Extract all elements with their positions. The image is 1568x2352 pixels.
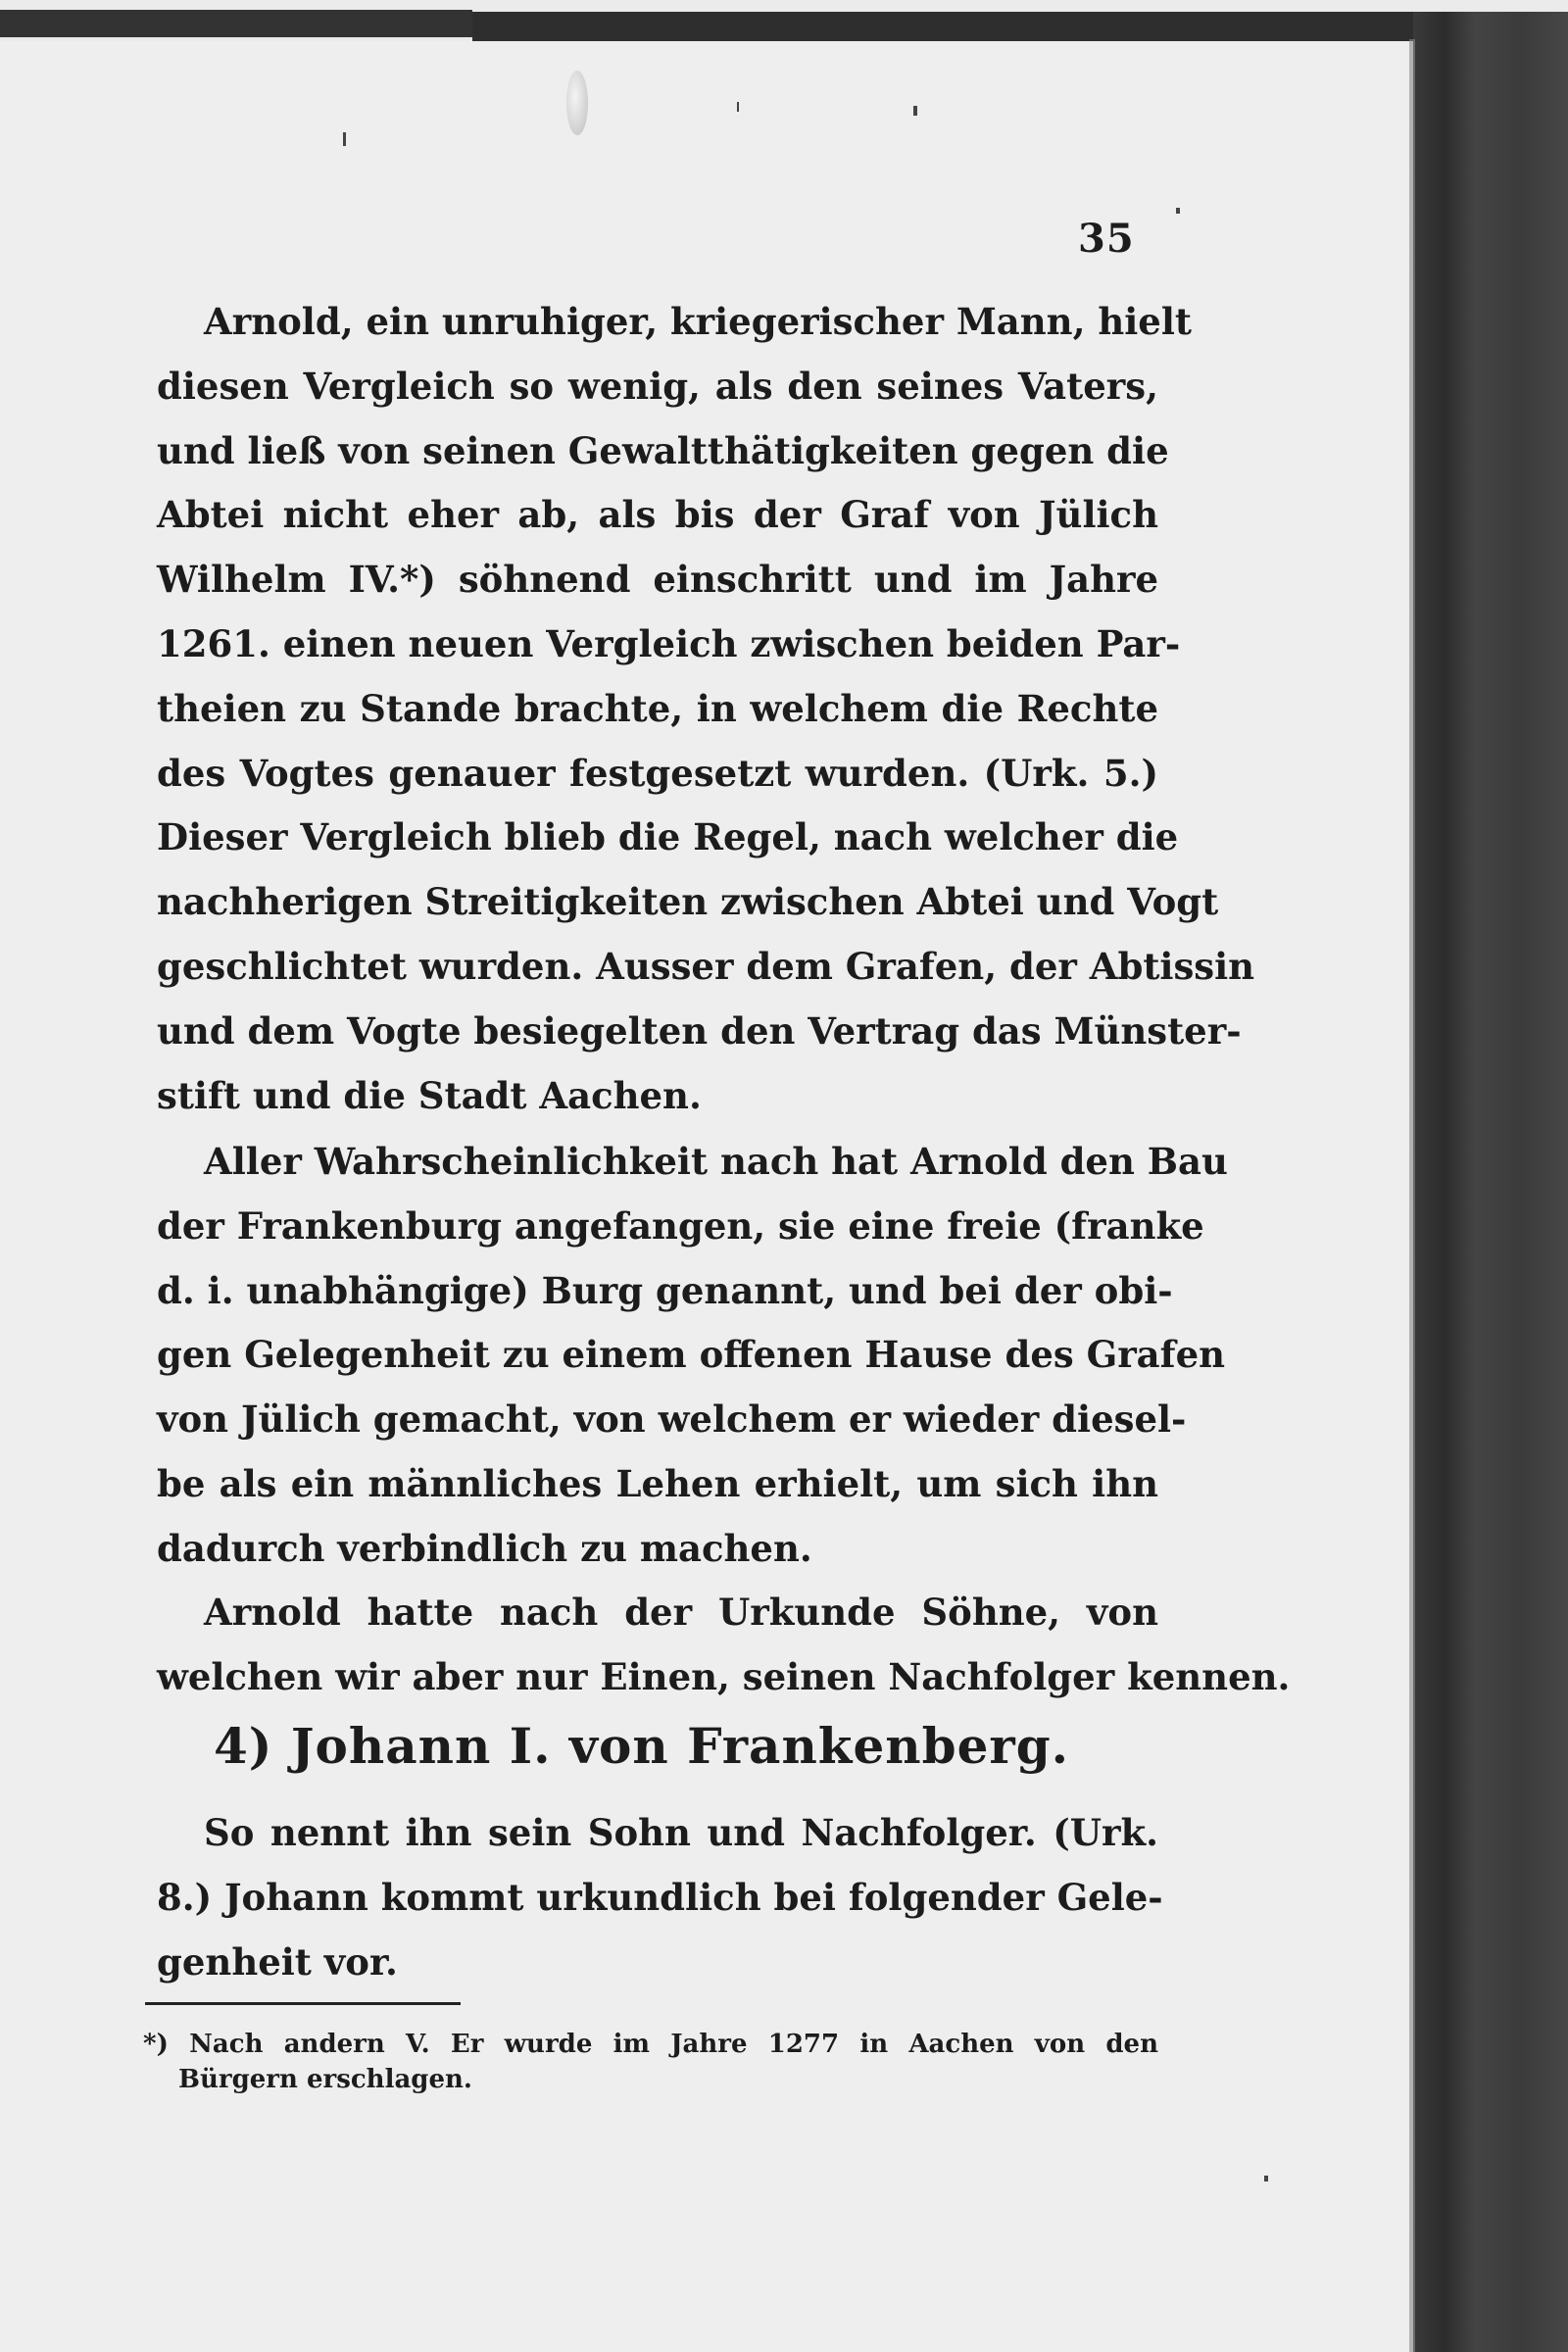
text-line: der Frankenburg angefangen, sie eine freie (franke xyxy=(157,1203,1204,1248)
scan-speck xyxy=(1264,2176,1268,2181)
text-line: Arnold, ein unruhiger, kriegerischer Mann, hielt xyxy=(204,300,1192,343)
scan-speck xyxy=(343,132,346,146)
text-line: von Jülich gemacht, von welchem er wieder diesel- xyxy=(157,1397,1187,1442)
text-line: des Vogtes genauer festgesetzt wurden. (Urk. 5.) xyxy=(157,751,1158,795)
section-heading: 4) Johann I. von Frankenberg. xyxy=(214,1717,1070,1775)
page-hole-mark xyxy=(566,71,588,135)
text-line: welchen wir aber nur Einen, seinen Nachfolger kennen. xyxy=(157,1654,1291,1698)
text-line: und ließ von seinen Gewaltthätigkeiten gegen die xyxy=(157,428,1169,472)
text-line: theien zu Stande brachte, in welchem die Rechte xyxy=(157,686,1158,730)
scan-border-top-left xyxy=(0,10,472,37)
text-line: gen Gelegenheit zu einem offenen Hause des Grafen xyxy=(157,1333,1226,1377)
paragraph-1 xyxy=(157,290,1255,1128)
scan-border-top xyxy=(472,12,1568,41)
footnote-divider xyxy=(145,2002,461,2005)
scan-speck xyxy=(913,106,917,116)
text-line: diesen Vergleich so wenig, als den seines Vaters, xyxy=(157,364,1158,408)
text-line: stift und die Stadt Aachen. xyxy=(157,1073,702,1117)
page-edge xyxy=(1409,39,1415,2352)
scan-speck xyxy=(1176,208,1180,214)
text-line: Arnold hatte nach der Urkunde Söhne, von xyxy=(204,1591,1158,1634)
page-number: 35 xyxy=(1078,216,1135,262)
text-line: 8.) Johann kommt urkundlich bei folgender Gele- xyxy=(157,1875,1163,1919)
paragraph-3 xyxy=(157,1581,1291,1710)
text-line: Dieser Vergleich blieb die Regel, nach welcher die xyxy=(157,815,1179,859)
footnote xyxy=(143,2027,1158,2097)
text-line: Aller Wahrscheinlichkeit nach hat Arnold den Bau xyxy=(204,1140,1228,1183)
text-line: So nennt ihn sein Sohn und Nachfolger. (Urk. xyxy=(204,1811,1158,1854)
paragraph-4 xyxy=(157,1801,1163,1994)
text-line: be als ein männliches Lehen erhielt, um sich ihn xyxy=(157,1461,1158,1505)
footnote-line: *) Nach andern V. Er wurde im Jahre 1277 in Aachen von den xyxy=(143,2030,1158,2059)
text-line: d. i. unabhängige) Burg genannt, und bei der obi- xyxy=(157,1268,1173,1312)
text-line: genheit vor. xyxy=(157,1939,398,1984)
text-line: Wilhelm IV.*) söhnend einschritt und im Jahre xyxy=(157,558,1158,602)
text-line: und dem Vogte besiegelten den Vertrag das Münster- xyxy=(157,1008,1242,1053)
text-line: nachherigen Streitigkeiten zwischen Abtei und Vogt xyxy=(157,880,1219,924)
text-line: geschlichtet wurden. Ausser dem Grafen, der Abtissin xyxy=(157,944,1255,988)
text-line: dadurch verbindlich zu machen. xyxy=(157,1526,812,1570)
footnote-line: Bürgern erschlagen. xyxy=(178,2065,472,2094)
paragraph-2 xyxy=(157,1130,1228,1582)
text-line: 1261. einen neuen Vergleich zwischen beiden Par- xyxy=(157,621,1181,665)
scan-speck xyxy=(737,102,739,112)
text-line: Abtei nicht eher ab, als bis der Graf von Jülich xyxy=(157,493,1158,537)
scan-border-right xyxy=(1413,12,1568,2352)
